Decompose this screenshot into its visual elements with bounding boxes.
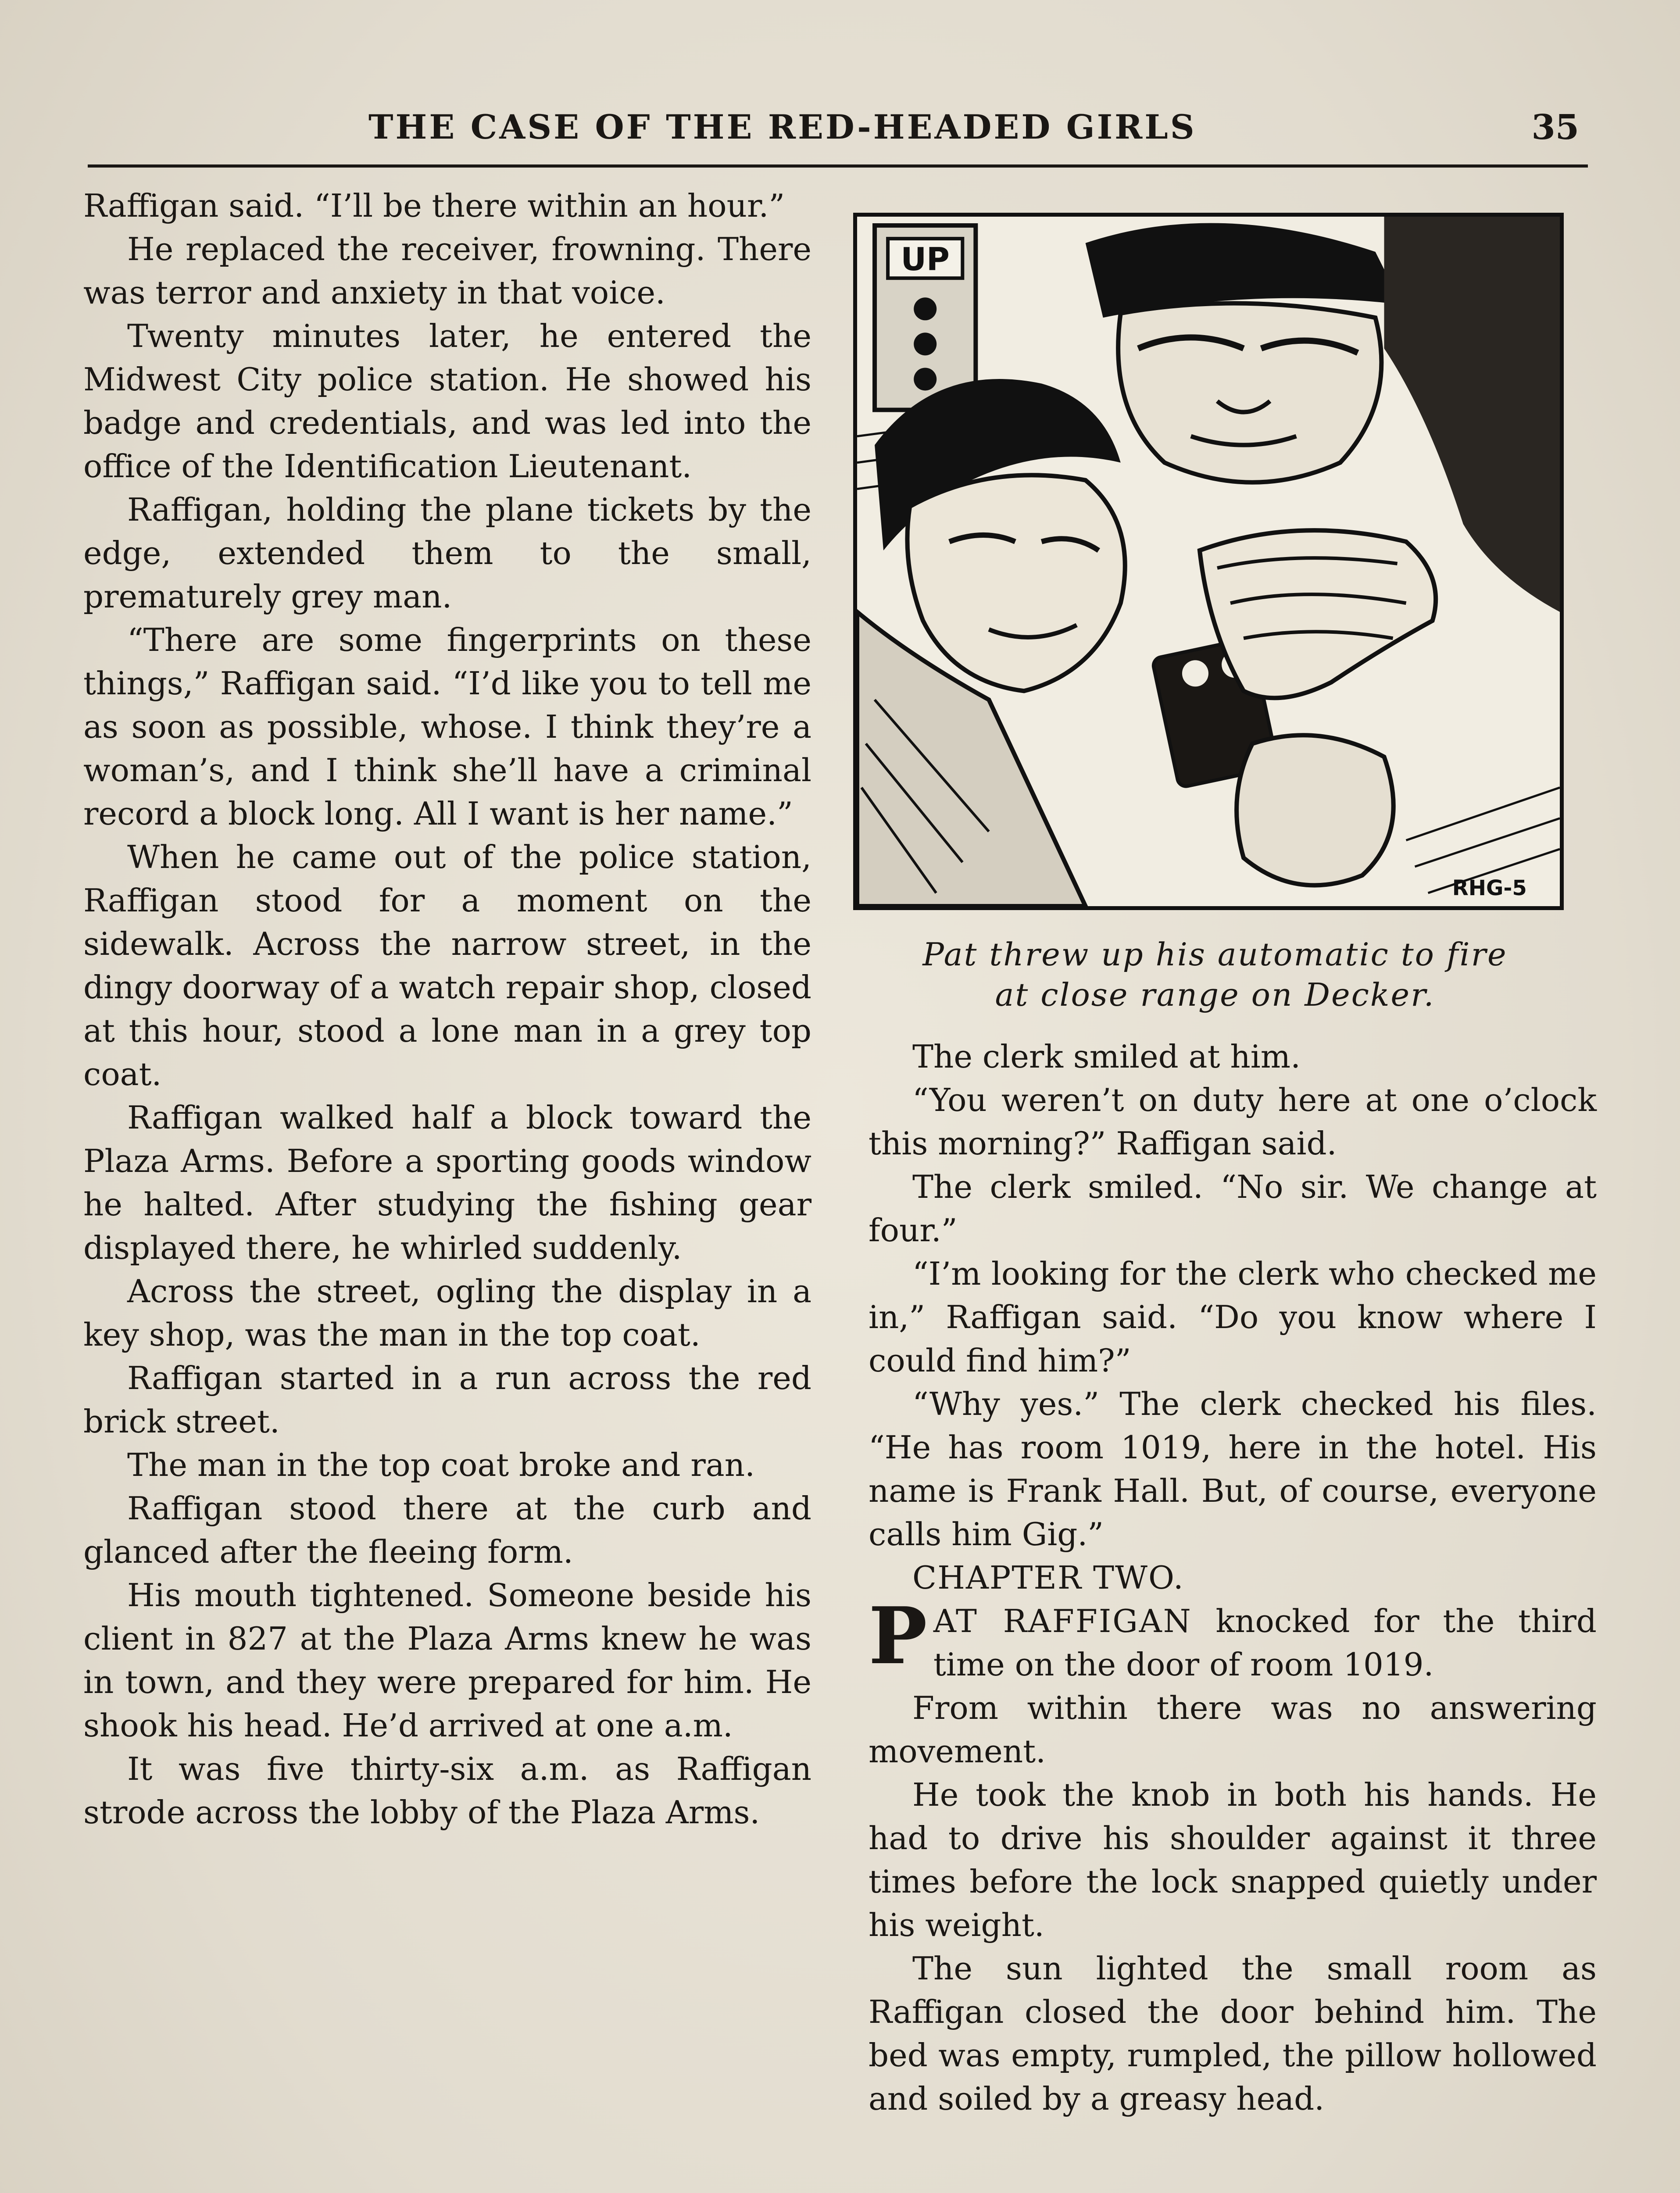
paragraph: The clerk smiled. “No sir. We change at four.” xyxy=(869,1168,1597,1249)
paragraph: Raffigan, holding the plane tickets by the edge, extended them to the small, prematurely grey man. xyxy=(83,491,811,615)
left-column xyxy=(83,184,811,2193)
paragraph: “Why yes.” The clerk checked his files. “He has room 1019, here in the hotel. His name is Frank Hall. But, of course, everyone calls him Gig.” xyxy=(869,1386,1597,1553)
paragraph: The clerk smiled at him. xyxy=(912,1038,1301,1075)
paragraph: It was five thirty-six a.m. as Raffigan strode across the lobby of the Plaza Arms. xyxy=(83,1750,811,1831)
paragraph: Across the street, ogling the display in a key shop, was the man in the top coat. xyxy=(83,1273,811,1353)
paragraph: “You weren’t on duty here at one o’clock this morning?” Raffigan said. xyxy=(869,1082,1597,1162)
paragraph: Twenty minutes later, he entered the Midwest City police station. He showed his badge and credentials, and was led into the office of the Identification Lieutenant. xyxy=(83,318,811,485)
paragraph: He took the knob in both his hands. He had to drive his shoulder against it three times before the lock snapped quietly under his weight. xyxy=(869,1776,1597,1943)
paragraph: From within there was no answering movement. xyxy=(869,1689,1597,1770)
paragraph: The sun lighted the small room as Raffigan closed the door behind him. The bed was empty, rumpled, the pillow hollowed and soiled by a greasy head. xyxy=(869,1950,1597,2117)
paragraph: Raffigan started in a run across the red brick street. xyxy=(83,1360,811,1440)
paragraph: “There are some fingerprints on these things,” Raffigan said. “I’d like you to tell me as soon as possible, whose. I think they’re a woman’s, and I think she’ll have a criminal record a block long. All I want is her name.” xyxy=(83,621,811,832)
chapter-opening-paragraph xyxy=(869,1590,1597,1686)
paragraph: “I’m looking for the clerk who checked me in,” Raffigan said. “Do you know where I could find him?” xyxy=(869,1255,1597,1379)
illustration-caption xyxy=(869,934,1562,1015)
running-title: THE CASE OF THE RED-HEADED GIRLS xyxy=(368,107,1197,146)
paragraph: When he came out of the police station, Raffigan stood for a moment on the sidewalk. Across the narrow street, in the dingy doorway of a watch repair shop, closed at this hour, stood a lone man in a grey top coat. xyxy=(83,839,811,1093)
paragraph: The man in the top coat broke and ran. xyxy=(127,1447,755,1483)
illustration-drawing xyxy=(857,217,1560,906)
artist-signature: RHG-5 xyxy=(1452,875,1527,900)
page-number: 35 xyxy=(1531,107,1579,147)
chapter-heading: CHAPTER TWO. xyxy=(912,1559,1184,1596)
right-column xyxy=(869,1035,1597,2193)
caption-line: at close range on Decker. xyxy=(995,976,1435,1013)
elevator-up-sign: UP xyxy=(901,241,950,279)
drop-cap: P xyxy=(869,1590,927,1682)
caption-line: Pat threw up his automatic to fire xyxy=(922,936,1508,973)
opening-smallcaps: AT RAFFIGAN xyxy=(933,1603,1192,1639)
paragraph: He replaced the receiver, frowning. There was terror and anxiety in that voice. xyxy=(83,231,811,311)
paragraph: Raffigan stood there at the curb and glanced after the fleeing form. xyxy=(83,1490,811,1570)
paragraph: Raffigan said. “I’ll be there within an hour.” xyxy=(83,187,785,224)
running-header xyxy=(88,103,1588,168)
paragraph: Raffigan walked half a block toward the Plaza Arms. Before a sporting goods window he halted. After studying the fishing gear displayed there, he whirled suddenly. xyxy=(83,1099,811,1266)
story-illustration xyxy=(853,213,1564,910)
opening-text: knocked for the third time on the door of room 1019. xyxy=(933,1603,1597,1683)
paragraph: His mouth tightened. Someone beside his client in 827 at the Plaza Arms knew he was in town, and they were prepared for him. He shook his head. He’d arrived at one a.m. xyxy=(83,1577,811,1744)
